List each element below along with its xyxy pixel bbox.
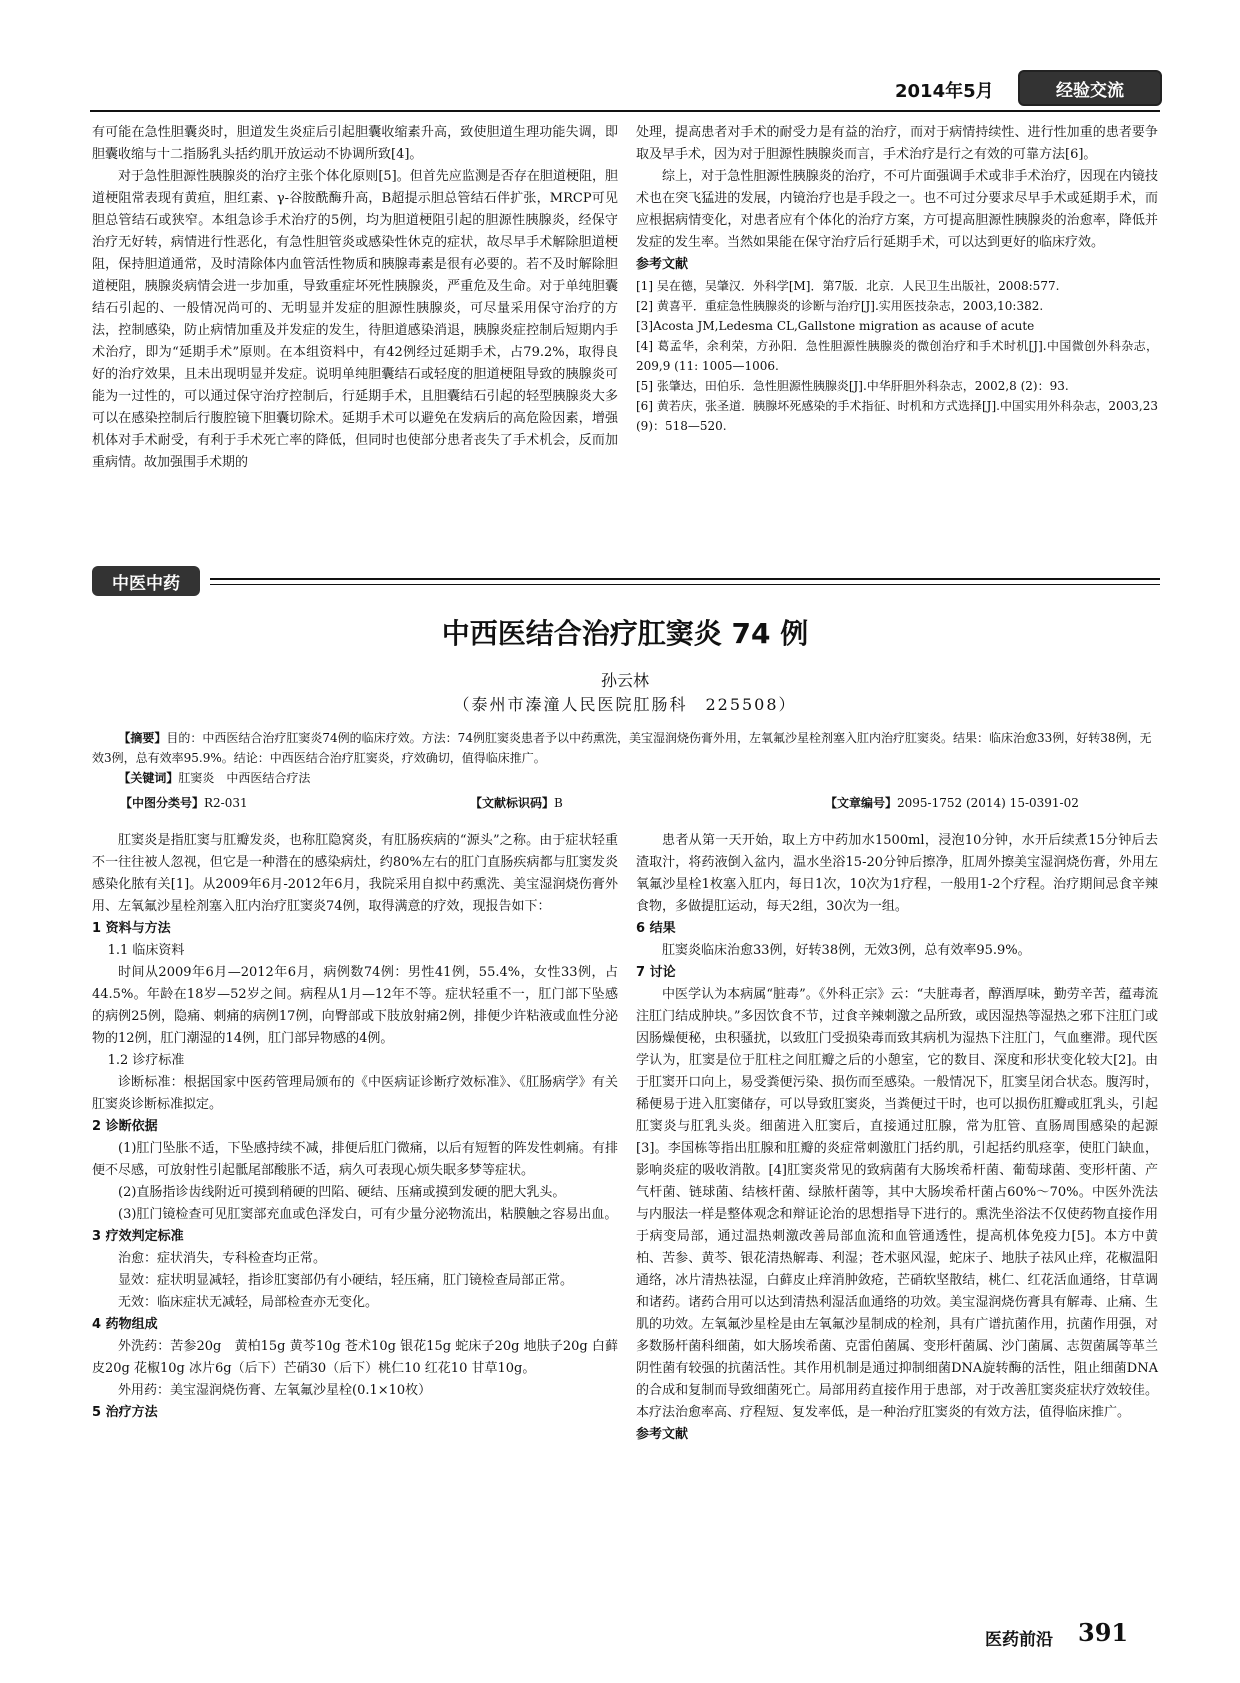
- section-rule: [210, 578, 1160, 580]
- paragraph: 综上，对于急性胆源性胰腺炎的治疗，不可片面强调手术或非手术治疗，因现在内镜技术也在突飞猛进的发展，内镜治疗也是手段之一。也不可过分要求尽早手术或延期手术，而应根据病情变化，对患者应有个体化的治疗方案，方可提高胆源性胰腺炎的治愈率，降低并发症的发生率。当然如果能在保守治疗后行延期手术，可以达到更好的临床疗效。: [636, 169, 1158, 250]
- section-heading: 3 疗效判定标准: [92, 1229, 184, 1244]
- reference-item: [3]Acosta JM,Ledesma CL,Gallstone migration as acause of acute: [636, 319, 1035, 333]
- section-heading: 4 药物组成: [92, 1317, 158, 1332]
- page-number: 391: [1078, 1618, 1129, 1647]
- paragraph: 患者从第一天开始，取上方中药加水1500ml，浸泡10分钟，水开后续煮15分钟后去渣取汁，将药液倒入盆内，温水坐浴15-20分钟后擦净，肛周外擦美宝湿润烧伤膏，外用左氧氟沙星栓1枚塞入肛内，每日1次，10次为1疗程，一般用1-2个疗程。治疗期间忌食辛辣食物，多做提肛运动，每天2组，30次为一组。: [636, 833, 1158, 914]
- paragraph: 肛窦炎临床治愈33例，好转38例，无效3例，总有效率95.9%。: [662, 943, 1031, 958]
- section-heading: 2 诊断依据: [92, 1119, 158, 1134]
- paragraph: 处理，提高患者对手术的耐受力是有益的治疗，而对于病情持续性、进行性加重的患者要争取及早手术，因为对于胆源性胰腺炎而言，手术治疗是行之有效的可靠方法[6]。: [636, 125, 1158, 162]
- journal-name: 医药前沿: [985, 1630, 1053, 1650]
- top-left-column: [92, 122, 618, 474]
- reference-item: [6] 黄若庆，张圣道．胰腺坏死感染的手术指征、时机和方式选择[J].中国实用外科杂志，2003,23 (9)：518—520.: [636, 399, 1158, 433]
- section-rule: [210, 584, 1160, 585]
- header-rule: [90, 110, 1160, 112]
- reference-item: [1] 吴在德，吴肇汉．外科学[M]．第7版．北京．人民卫生出版社，2008:577.: [636, 279, 1060, 293]
- article-title: 中西医结合治疗肛窦炎 74 例: [441, 617, 809, 650]
- paragraph: 诊断标准：根据国家中医药管理局颁布的《中医病证诊断疗效标准》、《肛肠病学》有关肛窦炎诊断标准拟定。: [92, 1075, 618, 1112]
- reference-item: [5] 张肇达，田伯乐．急性胆源性胰腺炎[J].中华肝胆外科杂志，2002,8 (2)：93.: [636, 379, 1069, 393]
- references-heading: 参考文献: [636, 1427, 689, 1442]
- issue-date: 2014年5月: [895, 81, 994, 102]
- abstract: [92, 728, 1158, 788]
- abstract-label: 【摘要】: [118, 731, 167, 745]
- paragraph: 中医学认为本病属“脏毒”。《外科正宗》云：“夫脏毒者，醇酒厚味，勤劳辛苦，蕴毒流注肛门结成肿块。”多因饮食不节，过食辛辣刺激之品所致，或因湿热等湿热之邪下注肛门或因肠燥便秘，虫积骚扰，以致肛门受损染毒而致其病机为湿热下注肛门，气血壅滞。现代医学认为，肛窦是位于肛柱之间肛瓣之后的小憩室，它的数目、深度和形状变化较大[2]。由于肛窦开口向上，易受粪便污染、损伤而至感染。一般情况下，肛窦呈闭合状态。腹泻时，稀便易于进入肛窦储存，可以导致肛窦炎，当粪便过干时，也可以损伤肛瓣或肛乳头，引起肛窦炎与肛乳头炎。细菌进入肛窦后，直接通过肛腺，常为肛管、直肠周围感染的起源[3]。李国栋等指出肛腺和肛瓣的炎症常刺激肛门括约肌，引起括约肌痉挛，使肛门缺血，影响炎症的吸收消散。[4]肛窦炎常见的致病菌有大肠埃希杆菌、葡萄球菌、变形杆菌、产气杆菌、链球菌、结核杆菌、绿脓杆菌等，其中大肠埃希杆菌占60%～70%。中医外洗法与内服法一样是整体观念和辩证论治的思想指导下进行的。熏洗坐浴法不仅使药物直接作用于病变局部，通过温热刺激改善局部血流和血管通透性，提高机体免疫力[5]。本方中黄柏、苦参、黄芩、银花清热解毒、利湿；苍术驱风湿，蛇床子、地肤子祛风止痒，花椒温阳通络，冰片清热祛湿，白藓皮止痒消肿敛疮，芒硝软坚散结，桃仁、红花活血通络，甘草调和诸药。诸药合用可以达到清热利湿活血通络的功效。美宝湿润烧伤膏具有解毒、止痛、生肌的功效。左氧氟沙星栓是由左氧氟沙星制成的栓剂，具有广谱抗菌作用，抗菌作用强，对多数肠杆菌科细菌，如大肠埃希菌、克雷伯菌属、变形杆菌属、沙门菌属、志贺菌属等革兰阴性菌有较强的抗菌活性。其作用机制是通过抑制细菌DNA旋转酶的活性，阻止细菌DNA的合成和复制而导致细菌死亡。局部用药直接作用于患部，对于改善肛窦炎症状疗效较佳。本疗法治愈率高、疗程短、复发率低，是一种治疗肛窦炎的有效方法，值得临床推广。: [636, 987, 1158, 1420]
- body-left-column: [92, 830, 618, 1424]
- section-heading: 5 治疗方法: [92, 1405, 158, 1420]
- keywords-label: 【关键词】: [118, 771, 179, 785]
- paragraph: 显效：症状明显减轻，指诊肛窦部仍有小硬结，轻压痛，肛门镜检查局部正常。: [118, 1273, 574, 1288]
- column-badge: 经验交流: [1018, 70, 1162, 106]
- body-right-column: [636, 830, 1158, 1446]
- author: 孙云林: [600, 671, 649, 690]
- references-heading: 参考文献: [636, 257, 689, 272]
- paragraph: (2)直肠指诊齿线附近可摸到稍硬的凹陷、硬结、压痛或摸到发硬的肥大乳头。: [118, 1185, 566, 1200]
- paragraph: (1)肛门坠胀不适，下坠感持续不减，排便后肛门微痛，以后有短暂的阵发性刺痛。有排便不尽感，可放射性引起骶尾部酸胀不适，病久可表现心烦失眠多梦等症状。: [92, 1141, 618, 1178]
- document-mark: 【文献标识码】B: [470, 796, 563, 810]
- keywords: 肛窦炎 中西医结合疗法: [178, 771, 311, 785]
- classification-number: 【中图分类号】R2-031: [120, 796, 248, 810]
- subsection-heading: 1.1 临床资料: [107, 943, 185, 958]
- section-heading: 1 资料与方法: [92, 921, 171, 936]
- section-badge: 中医中药: [92, 566, 200, 596]
- paragraph: 时间从2009年6月—2012年6月，病例数74例：男性41例，55.4%，女性33例，占44.5%。年龄在18岁—52岁之间。病程从1月—12年不等。症状轻重不一，肛门部下坠感的病例25例，隐痛、刺痛的病例17例，向臀部或下肢放射痛2例，排便少许粘液或血性分泌物的12例，肛门潮湿的14例，肛门部异物感的4例。: [92, 965, 618, 1046]
- reference-item: [4] 葛孟华，余利荣，方孙阳．急性胆源性胰腺炎的微创治疗和手术时机[J].中国微创外科杂志，209,9 (11: 1005—1006.: [636, 339, 1158, 373]
- paragraph: (3)肛门镜检查可见肛窦部充血或色泽发白，可有少量分泌物流出，粘膜触之容易出血。: [118, 1207, 618, 1222]
- subsection-heading: 1.2 诊疗标准: [107, 1053, 185, 1068]
- paragraph: 肛窦炎是指肛窦与肛瓣发炎，也称肛隐窝炎，有肛肠疾病的“源头”之称。由于症状轻重不一往往被人忽视，但它是一种潜在的感染病灶，约80%左右的肛门直肠疾病都与肛窦发炎感染化脓有关[1]。从2009年6月-2012年6月，我院采用自拟中药熏洗、美宝湿润烧伤膏外用、左氧氟沙星栓剂塞入肛内治疗肛窦炎74例，取得满意的疗效，现报告如下：: [92, 833, 618, 914]
- affiliation: （泰州市溱潼人民医院肛肠科 225508）: [453, 695, 797, 714]
- article-number: 【文章编号】2095-1752 (2014) 15-0391-02: [825, 796, 1079, 810]
- paragraph: 外洗药：苦参20g 黄柏15g 黄芩10g 苍术10g 银花15g 蛇床子20g 地肤子20g 白藓皮20g 花椒10g 冰片6g（后下）芒硝30（后下）桃仁10 红花10 甘草10g。: [92, 1339, 618, 1376]
- paragraph: 有可能在急性胆囊炎时，胆道发生炎症后引起胆囊收缩素升高，致使胆道生理功能失调，即胆囊收缩与十二指肠乳头括约肌开放运动不协调所致[4]。: [92, 125, 618, 162]
- paragraph: 治愈：症状消失，专科检查均正常。: [118, 1251, 327, 1266]
- paragraph: 外用药：美宝湿润烧伤膏、左氧氟沙星栓(0.1×10枚）: [118, 1383, 432, 1398]
- paragraph: 对于急性胆源性胰腺炎的治疗主张个体化原则[5]。但首先应监测是否存在胆道梗阻，胆道梗阻常表现有黄疸，胆红素、γ-谷胺酰酶升高，B超提示胆总管结石伴扩张，MRCP可见胆总管结石或狭窄。本组急诊手术治疗的5例，均为胆道梗阻引起的胆源性胰腺炎，经保守治疗无好转，病情进行性恶化，有急性胆管炎或感染性休克的症状，故尽早手术解除胆道梗阻，保持胆道通常，及时清除体内血管活性物质和胰腺毒素是很有必要的。若不及时解除胆道梗阻，胰腺炎病情会进一步加重，导致重症坏死性胰腺炎，严重危及生命。对于单纯胆囊结石引起的、一般情况尚可的、无明显并发症的胆源性胰腺炎，可尽量采用保守治疗的方法，控制感染，防止病情加重及并发症的发生，待胆道感染消退，胰腺炎症控制后短期内手术治疗，即为“延期手术”原则。在本组资料中，有42例经过延期手术，占79.2%，取得良好的治疗效果，且未出现明显并发症。说明单纯胆囊结石或轻度的胆道梗阻导致的胰腺炎可能为一过性的，可以通过保守治疗控制后，行延期手术，且胆囊结石引起的轻型胰腺炎大多可以在感染控制后行腹腔镜下胆囊切除术。延期手术可以避免在发病后的高危险因素，增强机体对手术耐受，有利于手术死亡率的降低，但同时也使部分患者丧失了手术机会，反而加重病情。故加强围手术期的: [92, 169, 618, 470]
- top-right-column: [636, 122, 1158, 436]
- section-heading: 7 讨论: [636, 965, 676, 980]
- abstract-text: 目的：中西医结合治疗肛窦炎74例的临床疗效。方法：74例肛窦炎患者予以中药熏洗，美宝湿润烧伤膏外用，左氧氟沙星栓剂塞入肛内治疗肛窦炎。结果：临床治愈33例，好转38例，无效3例，总有效率95.9%。结论：中西医结合治疗肛窦炎，疗效确切，值得临床推广。: [92, 731, 1152, 765]
- reference-item: [2] 黄喜平．重症急性胰腺炎的诊断与治疗[J].实用医技杂志，2003,10:382.: [636, 299, 1044, 313]
- section-heading: 6 结果: [636, 921, 676, 936]
- paragraph: 无效：临床症状无减轻，局部检查亦无变化。: [118, 1295, 379, 1310]
